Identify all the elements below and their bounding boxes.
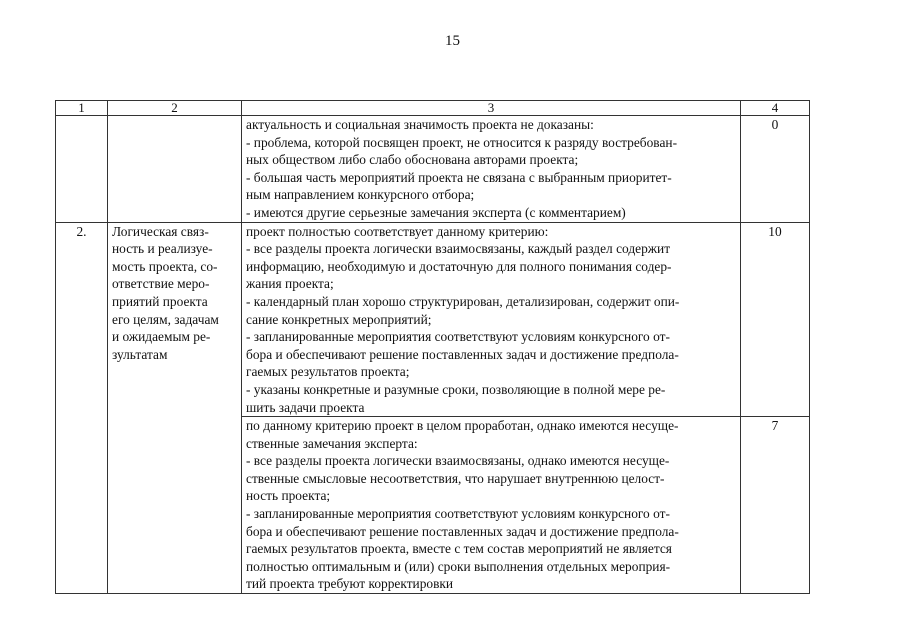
criterion-line: приятий проекта (112, 293, 208, 309)
description-line: информацию, необходимую и достаточную для полного понимания содер- (246, 258, 672, 274)
description-line: шить задачи проекта (246, 399, 365, 415)
criterion-line: и ожидаемым ре- (112, 329, 211, 345)
description-line: - все разделы проекта логически взаимосвязаны, однако имеются несуще- (246, 453, 670, 469)
criteria-table (55, 100, 810, 594)
description-line: бора и обеспечивают решение поставленных задач и достижение предпола- (246, 523, 679, 539)
description-line: жания проекта; (246, 276, 334, 292)
criterion-cell (108, 116, 242, 223)
description-line: полностью оптимальным и (или) сроки выполнения отдельных мероприя- (246, 558, 671, 574)
description-line: - имеются другие серьезные замечания эксперта (с комментарием) (246, 204, 626, 220)
description-line: сание конкретных мероприятий; (246, 311, 432, 327)
description-line: гаемых результатов проекта, вместе с тем состав мероприятий не является (246, 541, 672, 557)
header-cell-2: 2 (108, 101, 242, 116)
header-cell-3: 3 (242, 101, 741, 116)
row-number-cell (56, 116, 108, 223)
description-line: - запланированные мероприятия соответствуют условиям конкурсного от- (246, 329, 670, 345)
description-line: - большая часть мероприятий проекта не связана с выбранным приоритет- (246, 169, 672, 185)
description-line: гаемых результатов проекта; (246, 364, 410, 380)
score-cell: 7 (741, 417, 810, 594)
criterion-cell (108, 222, 242, 593)
description-line: актуальность и социальная значимость проекта не доказаны: (246, 117, 594, 132)
description-cell (242, 222, 741, 417)
description-line: ным направлением конкурсного отбора; (246, 187, 475, 203)
description-line: ных обществом либо слабо обоснована авторами проекта; (246, 152, 579, 168)
description-line: ность проекта; (246, 488, 331, 504)
description-line: бора и обеспечивают решение поставленных задач и достижение предпола- (246, 346, 679, 362)
description-line: тий проекта требуют корректировки (246, 576, 454, 592)
header-cell-4: 4 (741, 101, 810, 116)
description-line: - календарный план хорошо структурирован, детализирован, содержит опи- (246, 293, 680, 309)
header-cell-1: 1 (56, 101, 108, 116)
description-line: проект полностью соответствует данному критерию: (246, 223, 549, 239)
criterion-line: ответствие меро- (112, 276, 210, 292)
description-line: - проблема, которой посвящен проект, не относится к разряду востребован- (246, 134, 678, 150)
table-row (56, 222, 810, 417)
description-line: - все разделы проекта логически взаимосвязаны, каждый раздел содержит (246, 241, 671, 257)
page-number: 15 (445, 33, 460, 49)
criterion-line: зультатам (112, 346, 168, 362)
table-header-row (56, 101, 810, 116)
table-row (56, 116, 810, 223)
description-line: ственные замечания эксперта: (246, 435, 418, 451)
description-line: ственные смысловые несоответствия, что нарушает внутреннюю целост- (246, 470, 665, 486)
criterion-line: мость проекта, со- (112, 258, 218, 274)
criterion-line: Логическая связ- (112, 223, 209, 239)
score-cell: 0 (741, 116, 810, 223)
score-cell: 10 (741, 222, 810, 417)
description-line: - указаны конкретные и разумные сроки, позволяющие в полной мере ре- (246, 381, 666, 397)
criterion-line: его целям, задачам (112, 311, 219, 327)
description-line: по данному критерию проект в целом проработан, однако имеются несуще- (246, 418, 679, 434)
description-cell (242, 417, 741, 594)
row-number-cell: 2. (56, 222, 108, 593)
description-cell (242, 116, 741, 223)
criterion-line: ность и реализуе- (112, 241, 213, 257)
description-line: - запланированные мероприятия соответствуют условиям конкурсного от- (246, 506, 670, 522)
